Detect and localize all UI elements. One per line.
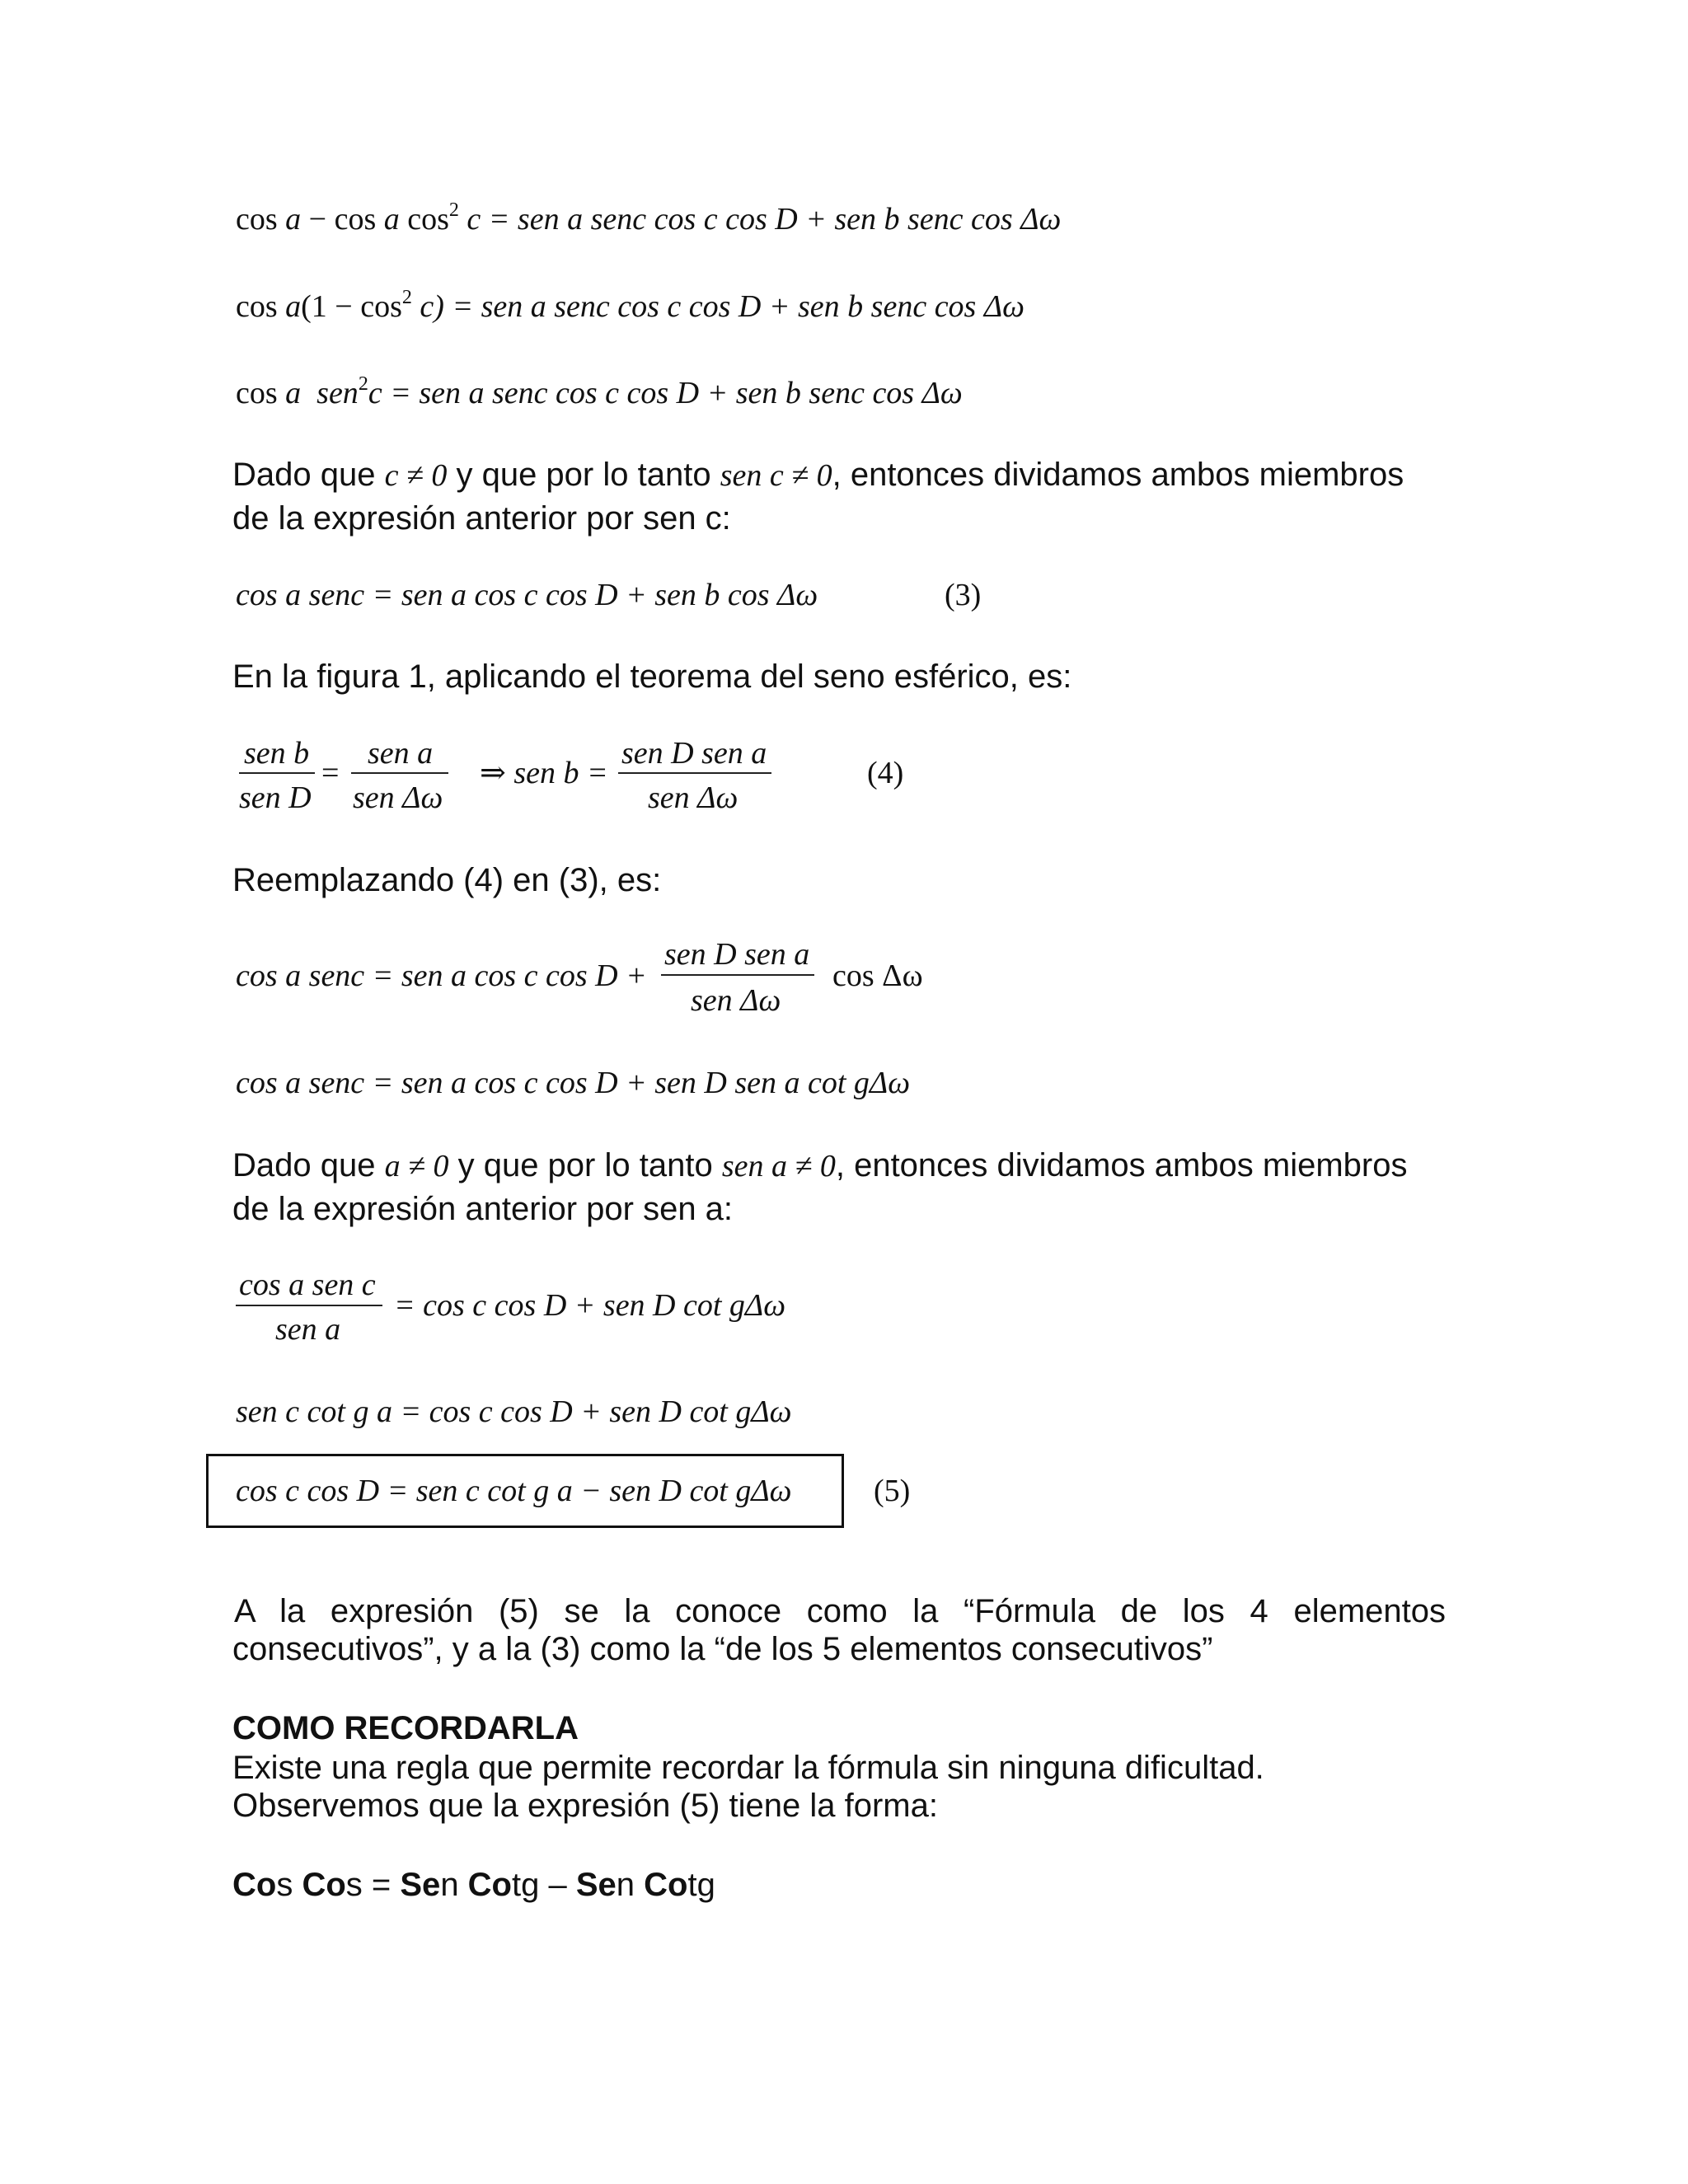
equation-3-main: cos a senc = sen a cos c cos D + sen b cos Δω	[236, 578, 818, 612]
equation-tag-5: (5)	[874, 1474, 911, 1508]
paragraph-dado-que-c-line2: de la expresión anterior por sen c:	[232, 500, 731, 537]
paragraph-reemplazando: Reemplazando (4) en (3), es:	[232, 862, 662, 898]
section-heading: COMO RECORDARLA	[232, 1710, 579, 1746]
frac3-denominator: sen Δω	[648, 780, 738, 815]
equation-senc-cotga: sen c cot g a = cos c cos D + sen D cot gΔω	[236, 1394, 792, 1429]
paragraph-dado-que-a: Dado que a ≠ 0 y que por lo tanto sen a ≠ 0, entonces dividamos ambos miembros	[232, 1147, 1408, 1183]
frac3-numerator: sen D sen a	[621, 736, 767, 771]
equation-div-bar	[236, 1305, 382, 1306]
equation-div-denominator: sen a	[275, 1312, 341, 1347]
frac1-bar	[239, 772, 315, 774]
equals-sign: =	[321, 756, 340, 790]
equation-div-rhs: = cos c cos D + sen D cot gΔω	[394, 1288, 786, 1323]
equation-substituted-lhs: cos a senc = sen a cos c cos D +	[236, 958, 647, 993]
equation-div-numerator: cos a sen c	[239, 1268, 376, 1302]
section-line1: Existe una regla que permite recordar la fórmula sin ninguna dificultad.	[232, 1750, 1264, 1786]
frac2-denominator: sen Δω	[353, 780, 443, 815]
equation-substituted-rhs: cos Δω	[832, 958, 923, 993]
equation-tag-4: (4)	[867, 756, 904, 790]
frac3-bar	[618, 772, 771, 774]
frac2-bar	[351, 772, 448, 774]
paragraph-dado-que-c: Dado que c ≠ 0 y que por lo tanto sen c ≠ 0, entonces dividamos ambos miembros	[232, 457, 1404, 493]
equation-substituted-bar	[661, 974, 814, 976]
equation-substituted-denominator: sen Δω	[691, 983, 781, 1018]
equation-cot: cos a senc = sen a cos c cos D + sen D sen a cot gΔω	[236, 1066, 911, 1100]
implies-expression: ⇒ sen b =	[480, 756, 608, 790]
equation-1: cos a − cos a $\cos^2 c$ = sen a senc cos c cos D + sen b senc cos Δω	[236, 199, 1062, 237]
equation-3: cos a sen$^2$c = sen a senc cos c cos D + sen b senc cos Δω	[236, 373, 963, 410]
frac1-numerator: sen b	[244, 736, 310, 771]
mnemonic-formula: Cos Cos = Sen Cotg – Sen Cotg	[232, 1867, 715, 1903]
equation-substituted-numerator: sen D sen a	[664, 937, 810, 972]
equation-tag-3: (3)	[945, 578, 982, 612]
paragraph-dado-que-a-line2: de la expresión anterior por sen a:	[232, 1191, 734, 1227]
paragraph-teorema-seno: En la figura 1, aplicando el teorema del seno esférico, es:	[232, 658, 1072, 695]
frac1-denominator: sen D	[239, 780, 312, 815]
equation-2: $\cos a(1 - \cos^2 c)$ = sen a senc cos c cos D + sen b senc cos Δω	[236, 287, 1025, 324]
paragraph-formula-name-line1: A la expresión (5) se la conoce como la “Fórmula de los 4 elementos	[234, 1593, 1446, 1629]
frac2-numerator: sen a	[368, 736, 434, 771]
paragraph-formula-name-line2: consecutivos”, y a la (3) como la “de los 5 elementos consecutivos”	[232, 1631, 1213, 1667]
equation-5: cos c cos D = sen c cot g a − sen D cot gΔω	[236, 1474, 792, 1508]
section-line2: Observemos que la expresión (5) tiene la forma:	[232, 1788, 938, 1824]
